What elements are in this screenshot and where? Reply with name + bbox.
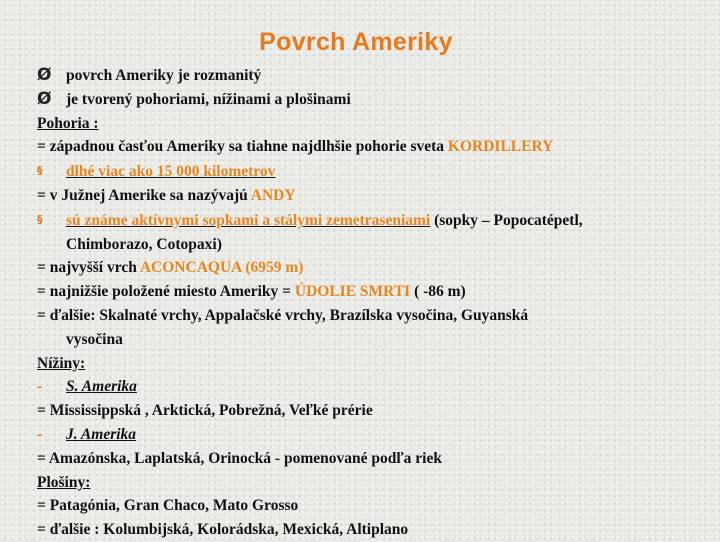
highlight-text: ANDY [250,186,296,204]
line-text: = ďalšie: Skalnaté vrchy, Appalačské vrchy, Brazílska vysočina, Guyanská [37,306,529,324]
bullet-line [37,375,709,399]
bullet-line [37,423,709,447]
highlight-text: sú známe aktívnymi sopkami a stálymi zemetraseniami [66,211,431,229]
text-line [37,280,709,304]
arrow-bullet-icon: Ø [37,65,52,85]
slide-content [37,64,709,542]
line-text: vysočina [66,330,123,348]
line-text: = najvyšší vrch [37,259,140,277]
highlight-text: ACONCAQUA (6959 m) [139,259,304,277]
text-line [37,135,709,159]
line-text: = v Južnej Amerike sa nazývajú [37,186,251,204]
line-text: Chimborazo, Cotopaxi) [66,235,222,253]
square-bullet-icon: § [37,212,43,226]
dash-bullet-icon: - [37,378,43,396]
square-bullet-icon: § [37,164,43,178]
line-text: (sopky – Popocatépetl, [430,211,583,229]
section-heading [37,352,709,376]
line-text: povrch Ameriky je rozmanitý [66,67,262,84]
text-line [37,184,709,208]
bullet-line [37,64,709,88]
heading-niziny: Nížiny: [37,354,86,372]
line-text: = ďalšie : Kolumbijská, Kolorádska, Mexická, Altiplano [37,521,409,539]
line-text: = západnou časťou Ameriky sa tiahne najdlhšie pohorie sveta [37,138,448,156]
bullet-line [37,88,709,112]
text-line [37,304,709,328]
text-line [37,233,709,257]
section-heading [37,471,709,495]
slide-title: Povrch Ameriky [259,28,453,56]
line-text: = najnižšie položené miesto Ameriky = [37,283,295,301]
line-text: = Amazónska, Laplatská, Orinocká - pomenované podľa riek [37,449,442,467]
heading-pohoria: Pohoria : [37,114,99,132]
bullet-line [37,159,709,184]
subheading-south-america: J. Amerika [66,425,137,443]
line-text: je tvorený pohoriami, nížinami a plošinami [66,90,351,108]
highlight-text: dlhé viac ako 15 000 kilometrov [66,163,276,181]
text-line [37,494,709,518]
highlight-text: KORDILLERY [447,138,554,156]
heading-plosiny: Plošiny: [37,473,91,491]
text-line [37,447,709,471]
subheading-north-america: S. Amerika [66,378,137,396]
line-text: = Patagónia, Gran Chaco, Mato Grosso [37,497,299,515]
text-line [37,399,709,423]
text-line [37,518,709,542]
text-line [37,328,709,352]
dash-bullet-icon: - [37,425,43,443]
highlight-text: ÚDOLIE SMRTI [294,283,411,301]
text-line [37,256,709,280]
line-text: = Mississippská , Arktická, Pobrežná, Veľké prérie [37,402,373,420]
bullet-line [37,208,709,233]
section-heading [37,112,709,136]
line-text: ( -86 m) [410,283,466,301]
arrow-bullet-icon: Ø [37,88,52,109]
